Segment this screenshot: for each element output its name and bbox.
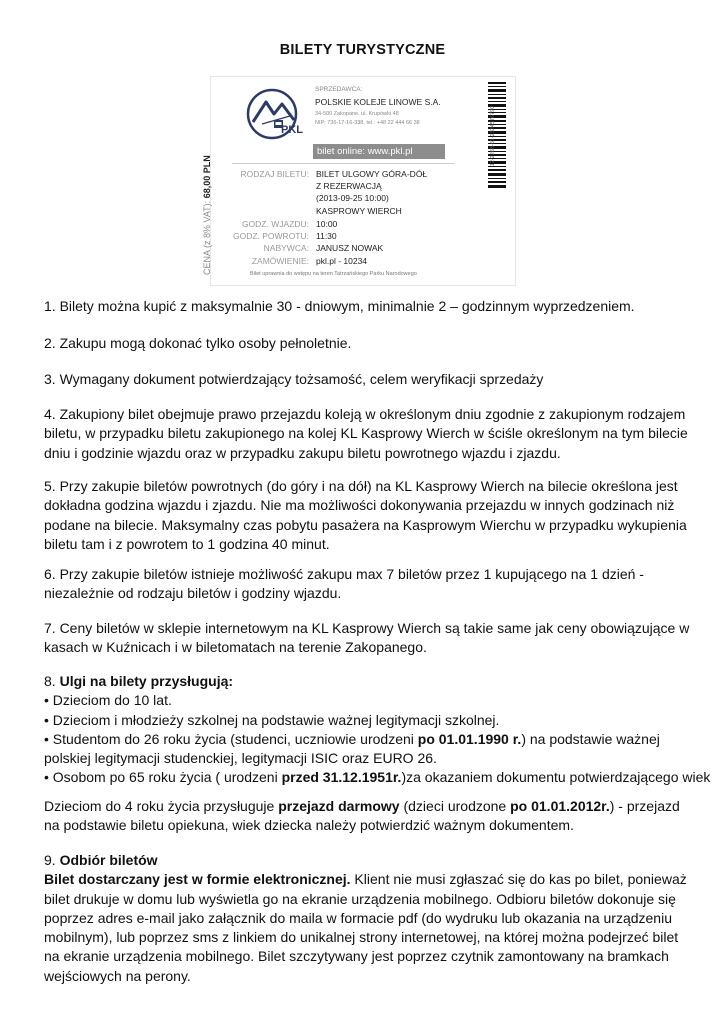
field-label-buyer: NABYWCA: — [263, 243, 309, 253]
rule-3: 3. Wymagany dokument potwierdzający tożsamość, celem weryfikacji sprzedaży — [44, 371, 544, 387]
pkl-logo-icon — [244, 84, 306, 146]
price-label: CENA (z 8% VAT): — [202, 200, 212, 275]
rule-9 — [44, 851, 694, 986]
rule-4: 4. Zakupiony bilet obejmuje prawo przejazdu koleją w określonym dniu zgodnie z zakupionym rodzajem biletu, w przypadku biletu zakupionego na kolej KL Kasprowy Wierch w ściśle określonym na tym bilecie dniu i godzinie wjazdu oraz w przypadku zakupu biletu powrotnego wjazdu i zjazdu. — [44, 406, 688, 461]
page-title: BILETY TURYSTYCZNE — [279, 42, 446, 58]
field-value-destination: KASPROWY WIERCH — [316, 206, 402, 216]
rule-6: 6. Przy zakupie biletów istnieje możliwość zakupu max 7 biletów przez 1 kupującego na 1 dzień - niezależnie od rodzaju biletów i godziny wjazdu. — [44, 566, 644, 602]
field-label-return: GODZ. POWROTU: — [232, 231, 309, 241]
discount-list — [44, 691, 711, 787]
ticket-price — [202, 145, 222, 275]
rule-9-body: Bilet dostarczany jest w formie elektronicznej. Klient nie musi zgłaszać się do kas po bilet, ponieważ bilet drukuje w domu lub wyświetla go na ekranie urządzenia mobilnego. Odbioru biletów dokonuje się poprzez adres e-mail jako załącznik do maila w formacie pdf (do wydruku lub okazania na urządzeniu mobilnym), lub poprzez sms z linkiem do unikalnej strony internetowej, na której można podejrzeć bilet na ekranie urządzenia mobilnego. Bilet szczytywany jest poprzez czytnik zamontowany na bramkach wejściowych na perony. — [44, 871, 687, 984]
field-value-type: BILET ULGOWY GÓRA-DÓŁ — [316, 169, 428, 179]
discount-item: • Dzieciom do 10 lat. — [44, 692, 172, 709]
rule-8 — [44, 672, 711, 788]
seller-name: POLSKIE KOLEJE LINOWE S.A. — [315, 97, 441, 107]
rule-5: 5. Przy zakupie biletów powrotnych (do góry i na dół) na KL Kasprowy Wierch na bilecie określona jest dokładna godzina wjazdu i zjazdu. Nie ma możliwości dokonywania przejazdu w innych godzinach niż podane na bilecie. Maksymalny czas pobytu pasażera na Kasprowym Wierchu w przypadku wykupienia biletu tam i z powrotem to 1 godzina 40 minut. — [44, 478, 687, 552]
seller-address-block — [315, 110, 455, 127]
field-value-reservation: Z REZERWACJĄ — [316, 181, 382, 191]
field-label-order: ZAMÓWIENIE: — [251, 256, 309, 266]
price-value: 68,00 PLN — [202, 155, 212, 199]
discount-item: • Osobom po 65 roku życia ( urodzeni przed 31.12.1951r.)za okazaniem dokumentu potwierdzającego wiek — [44, 769, 711, 786]
field-value-datetime: (2013-09-25 10:00) — [316, 193, 389, 203]
seller-address: 34-500 Zakopane, ul. Krupówki 48 — [315, 111, 399, 117]
discount-item: • Dzieciom i młodzieży szkolnej na podstawie ważnej legitymacji szkolnej. — [44, 711, 500, 728]
rule-9-heading: 9. Odbiór biletów — [44, 852, 158, 868]
discount-item: • Studentom do 26 roku życia (studenci, uczniowie urodzeni po 01.01.1990 r.) na podstawie ważnej polskiej legitymacji studenckiej, legitymacji ISIC oraz EURO 26. — [44, 730, 660, 767]
ticket-divider — [232, 163, 454, 164]
rule-2: 2. Zakupu mogą dokonać tylko osoby pełnoletnie. — [44, 335, 352, 351]
kids-free-ride: Dzieciom do 4 roku życia przysługuje przejazd darmowy (dzieci urodzone po 01.01.2012r.) - przejazd na podstawie biletu opiekuna, wiek dziecka należy potwierdzić ważnym dokumentem. — [44, 798, 680, 834]
field-value-order: pkl.pl - 10234 — [316, 256, 368, 266]
seller-label: SPRZEDAWCA: — [315, 86, 363, 93]
logo-text: PKL — [281, 124, 303, 136]
online-banner: bilet online: www.pkl.pl — [313, 144, 445, 159]
rule-1: 1. Bilety można kupić z maksymalnie 30 - dniowym, minimalnie 2 – godzinnym wyprzedzeniem. — [44, 298, 635, 314]
rule-8-heading: 8. Ulgi na bilety przysługują: — [44, 673, 234, 689]
field-label-type: RODZAJ BILETU: — [240, 169, 309, 179]
barcode-number: 12-2268-61-2334576790 — [490, 105, 496, 167]
field-value-departure: 10:00 — [316, 219, 338, 229]
rule-7: 7. Ceny biletów w sklepie internetowym na KL Kasprowy Wierch są takie same jak ceny obowiązujące w kasach w Kuźnicach i w biletomatach na terenie Zakopanego. — [44, 620, 690, 656]
field-label-departure: GODZ. WJAZDU: — [241, 219, 309, 229]
field-value-return: 11:30 — [316, 231, 337, 241]
ticket-footnote: Bilet uprawnia do wstępu na teren Tatrzańskiego Parku Narodowego — [250, 271, 417, 277]
seller-nip: NIP: 736-17-16-338, tel.: +48 22 444 66 38 — [315, 119, 420, 126]
field-value-buyer: JANUSZ NOWAK — [316, 243, 384, 253]
